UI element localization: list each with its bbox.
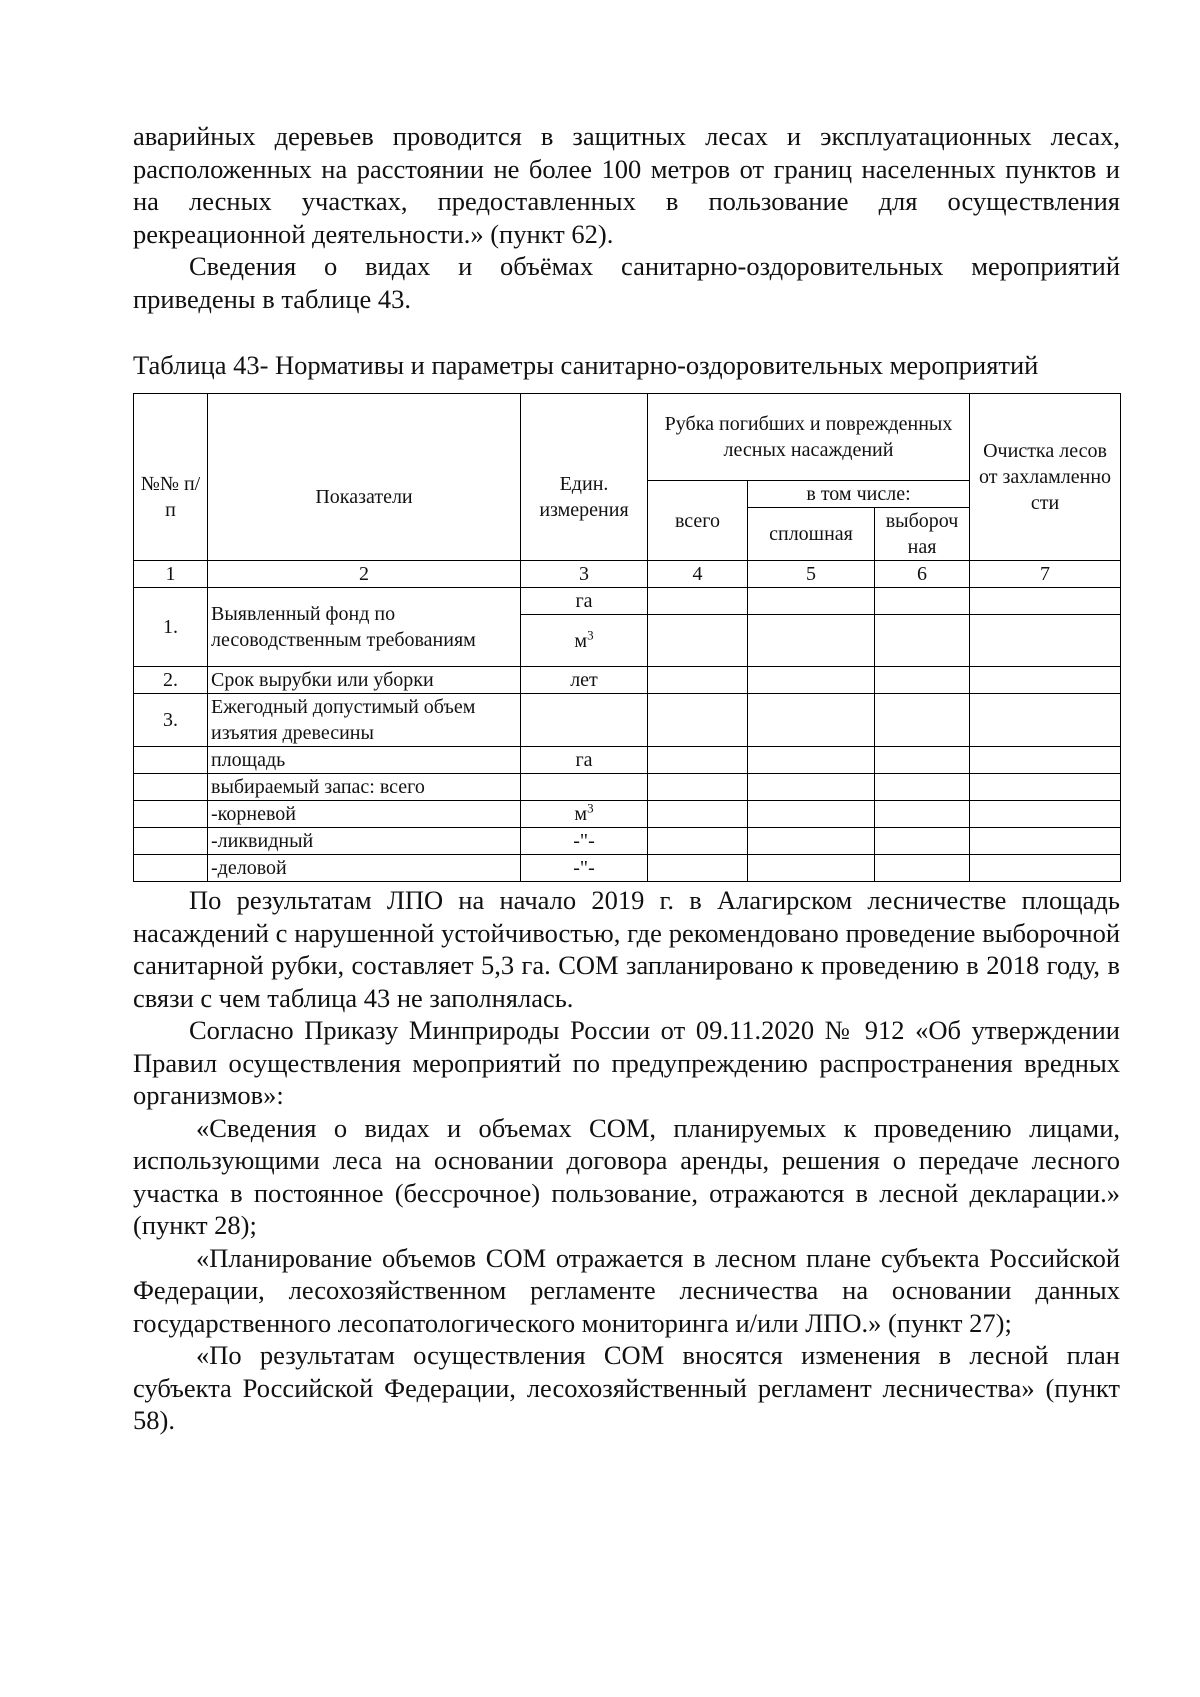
row-3-unit	[521, 694, 648, 747]
table-cell	[748, 855, 875, 882]
table-cell	[648, 828, 748, 855]
table-cell	[748, 774, 875, 801]
table-cell	[875, 747, 970, 774]
table-cell	[875, 694, 970, 747]
header-selective: выбороч ная	[875, 508, 970, 561]
row-1-unit-b	[521, 615, 648, 667]
unit-superscript: 3	[587, 626, 594, 642]
table-cell	[970, 801, 1121, 828]
row-7-num	[134, 828, 208, 855]
table-cell	[970, 855, 1121, 882]
row-5-num	[134, 774, 208, 801]
table-cell	[970, 828, 1121, 855]
table-cell	[648, 801, 748, 828]
col-number-4: 4	[648, 561, 748, 588]
paragraph-bottom-4: «Планирование объемов СОМ отражается в лесном плане субъекта Российской Федерации, лесохозяйственном регламенте лесничества на основании данных государственного лесопатологического мониторинга и/или ЛПО.» (пункт 27);	[133, 1242, 1120, 1338]
table-cell	[648, 855, 748, 882]
row-3-num: 3.	[134, 694, 208, 747]
paragraph-top-2: Сведения о видах и объёмах санитарно-оздоровительных мероприятий приведены в таблице 43.	[133, 251, 1120, 314]
row-7-indicator: -ликвидный	[208, 828, 521, 855]
table-cell	[970, 615, 1121, 667]
table-cell	[648, 615, 748, 667]
row-2-unit: лет	[521, 667, 648, 694]
table-cell	[648, 588, 748, 615]
table-cell	[648, 667, 748, 694]
table-cell	[875, 801, 970, 828]
paragraph-bottom-2: Согласно Приказу Минприроды России от 09.11.2020 № 912 «Об утверждении Правил осуществления мероприятий по предупреждению распространения вредных организмов»:	[133, 1015, 1120, 1110]
row-6-indicator: -корневой	[208, 801, 521, 828]
table-cell	[748, 667, 875, 694]
table-cell	[875, 588, 970, 615]
row-2-num: 2.	[134, 667, 208, 694]
table-cell	[748, 615, 875, 667]
table-cell	[875, 774, 970, 801]
table-cell	[875, 855, 970, 882]
table-cell	[875, 667, 970, 694]
col-number-1: 1	[134, 561, 208, 588]
col-number-3: 3	[521, 561, 648, 588]
col-number-5: 5	[748, 561, 875, 588]
table-cell	[875, 615, 970, 667]
data-table	[133, 393, 1121, 882]
paragraph-top-1: аварийных деревьев проводится в защитных лесах и эксплуатационных лесах, расположенных на расстоянии не более 100 метров от границ населенных пунктов и на лесных участках, предоставленных в пользование для осуществления рекреационной деятельности.» (пункт 62).	[133, 121, 1120, 249]
row-5-unit	[521, 774, 648, 801]
table-cell	[970, 588, 1121, 615]
row-4-num	[134, 747, 208, 774]
table-cell	[970, 694, 1121, 747]
table-cell	[970, 747, 1121, 774]
table-cell	[648, 694, 748, 747]
table-caption: Таблица 43- Нормативы и параметры санитарно-оздоровительных мероприятий	[133, 350, 1039, 380]
paragraph-bottom-5: «По результатам осуществления СОМ вносятся изменения в лесной план субъекта Российской Федерации, лесохозяйственный регламент лесничества» (пункт 58).	[133, 1340, 1120, 1435]
table-cell	[970, 667, 1121, 694]
header-unit: Един. измерения	[521, 394, 648, 561]
row-1-indicator: Выявленный фонд по лесоводственным требованиям	[208, 588, 521, 667]
col-number-2: 2	[208, 561, 521, 588]
unit-text: м	[574, 803, 588, 825]
row-4-indicator: площадь	[208, 747, 521, 774]
table-cell	[970, 774, 1121, 801]
row-6-num	[134, 801, 208, 828]
table-cell	[748, 747, 875, 774]
col-number-6: 6	[875, 561, 970, 588]
table-cell	[875, 828, 970, 855]
table-cell	[748, 694, 875, 747]
table-cell	[648, 774, 748, 801]
document-page	[133, 120, 1120, 1437]
row-6-unit	[521, 801, 648, 828]
header-cleaning: Очистка лесов от захламленно сти	[970, 394, 1121, 561]
row-7-unit: -"-	[521, 828, 648, 855]
header-clear: сплошная	[748, 508, 875, 561]
table-cell	[748, 828, 875, 855]
unit-text: м	[574, 629, 588, 652]
row-8-indicator: -деловой	[208, 855, 521, 882]
row-8-num	[134, 855, 208, 882]
row-4-unit: га	[521, 747, 648, 774]
header-num: №№ п/п	[134, 394, 208, 561]
header-felling: Рубка погибших и поврежденных лесных насаждений	[648, 394, 970, 481]
unit-superscript: 3	[587, 800, 594, 816]
table-cell	[748, 588, 875, 615]
header-total: всего	[648, 481, 748, 561]
row-5-indicator: выбираемый запас: всего	[208, 774, 521, 801]
header-indicators: Показатели	[208, 394, 521, 561]
col-number-7: 7	[970, 561, 1121, 588]
row-2-indicator: Срок вырубки или уборки	[208, 667, 521, 694]
paragraph-bottom-3: «Сведения о видах и объемах СОМ, планируемых к проведению лицами, использующими леса на основании договора аренды, решения о передаче лесного участка в постоянное (бессрочное) пользование, отражаются в лесной декларации.» (пункт 28);	[133, 1112, 1120, 1240]
row-8-unit: -"-	[521, 855, 648, 882]
table-cell	[648, 747, 748, 774]
row-1-num: 1.	[134, 588, 208, 667]
row-1-unit-a: га	[521, 588, 648, 615]
paragraph-bottom-1: По результатам ЛПО на начало 2019 г. в Алагирском лесничестве площадь насаждений с нарушенной устойчивостью, где рекомендовано проведение выборочной санитарной рубки, составляет 5,3 га. СОМ запланировано к проведению в 2018 году, в связи с чем таблица 43 не заполнялась.	[133, 885, 1120, 1013]
header-including: в том числе:	[748, 481, 970, 508]
table-cell	[748, 801, 875, 828]
row-3-indicator: Ежегодный допустимый объем изъятия древесины	[208, 694, 521, 747]
